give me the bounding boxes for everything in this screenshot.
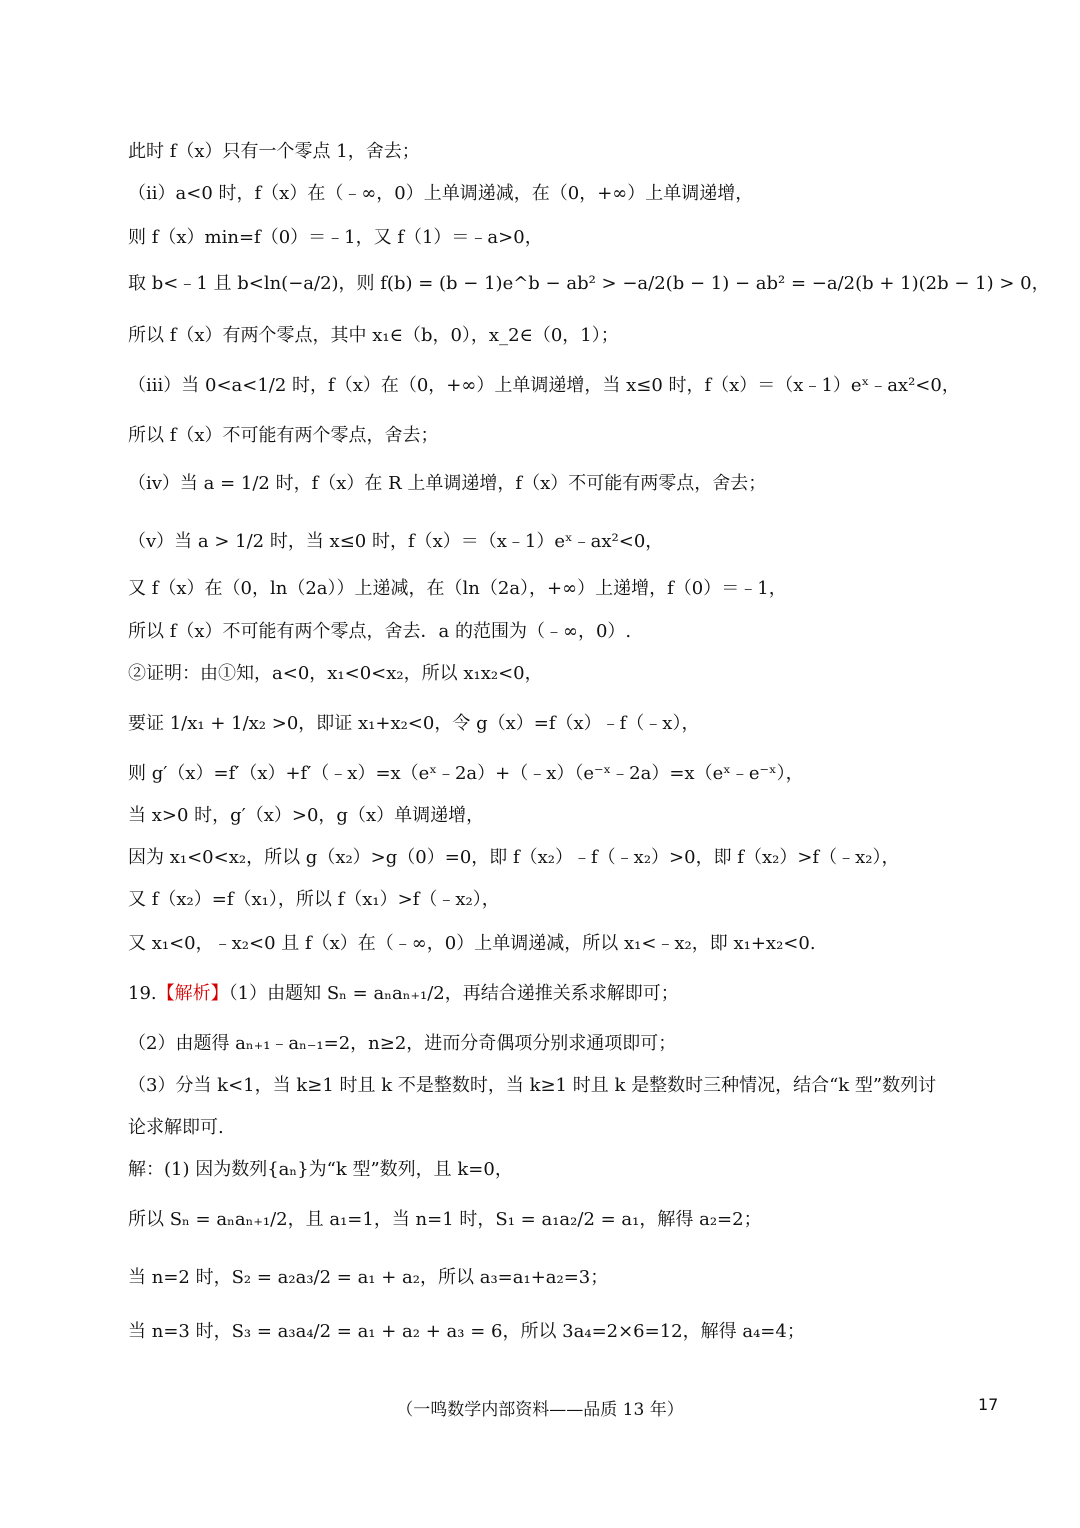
text-line: 当 n=2 时，S₂ = a₂a₃/2 = a₁ + a₂，所以 a₃=a₁+a₂=3；: [128, 1267, 609, 1288]
text-line: 要证 1/x₁ + 1/x₂ >0，即证 x₁+x₂<0，令 g（x）=f（x）﹣f（﹣x），: [128, 713, 700, 734]
text-line: 则 g′（x）=f′（x）+f′（﹣x）=x（eˣ﹣2a）+（﹣x）（e⁻ˣ﹣2a）=x（eˣ﹣e⁻ˣ），: [128, 763, 804, 784]
text-line: 取 b<﹣1 且 b<ln(−a/2)，则 f(b) = (b − 1)e^b − ab² > −a/2(b − 1) − ab² = −a/2(b + 1)(2b − 1) > 0，: [128, 273, 1050, 294]
text-line: 所以 f（x）不可能有两个零点，舍去；: [128, 425, 439, 446]
text-line: 又 x₁<0，﹣x₂<0 且 f（x）在（﹣∞，0）上单调递减，所以 x₁<﹣x₂，即 x₁+x₂<0.: [128, 933, 816, 954]
text-line: （2）由题得 aₙ₊₁﹣aₙ₋₁=2，n≥2，进而分奇偶项分别求通项即可；: [128, 1033, 677, 1054]
text-line: （1）由题知 Sₙ = aₙaₙ₊₁/2，再结合递推关系求解即可；: [228, 983, 679, 1004]
text-line: （ⅲ）当 0<a<1/2 时，f（x）在（0，+∞）上单调递增，当 x≤0 时，f（x）＝（x﹣1）eˣ﹣ax²<0，: [128, 375, 960, 396]
text-line: 又 f（x）在（0，ln（2a））上递减，在（ln（2a），+∞）上递增，f（0）＝﹣1，: [128, 578, 787, 599]
page-number: 17: [978, 1395, 999, 1414]
text-line: 此时 f（x）只有一个零点 1，舍去；: [128, 141, 420, 162]
page-footer: （一鸣数学内部资料——品质 13 年）: [396, 1400, 684, 1420]
text-line: 所以 f（x）不可能有两个零点，舍去．a 的范围为（﹣∞，0）.: [128, 621, 632, 642]
text-line: ②证明：由①知，a<0，x₁<0<x₂，所以 x₁x₂<0，: [128, 663, 543, 684]
text-line: 所以 f（x）有两个零点，其中 x₁∈（b，0），x_2∈（0，1）；: [128, 325, 619, 346]
text-line: 则 f（x）min=f（0）＝﹣1，又 f（1）＝﹣a>0，: [128, 227, 543, 248]
section-19-heading: [128, 982, 679, 1006]
text-line: 因为 x₁<0<x₂，所以 g（x₂）>g（0）=0，即 f（x₂）﹣f（﹣x₂）>0，即 f（x₂）>f（﹣x₂），: [128, 847, 900, 868]
text-line: （3）分当 k<1，当 k≥1 时且 k 不是整数时，当 k≥1 时且 k 是整数时三种情况，结合“k 型”数列讨: [128, 1075, 937, 1096]
text-line: （ⅴ）当 a > 1/2 时，当 x≤0 时，f（x）＝（x﹣1）eˣ﹣ax²<0，: [128, 531, 664, 552]
section-number: 19.: [128, 983, 157, 1004]
text-line: （ⅱ）a<0 时，f（x）在（﹣∞，0）上单调递减，在（0，+∞）上单调递增，: [128, 183, 754, 204]
text-line: 论求解即可.: [128, 1117, 224, 1138]
text-line: 解：(1) 因为数列{aₙ}为“k 型”数列，且 k=0，: [128, 1159, 513, 1180]
text-line: 当 x>0 时，g′（x）>0，g（x）单调递增，: [128, 805, 485, 826]
analysis-tag: 【解析】: [156, 983, 229, 1004]
text-line: 当 n=3 时，S₃ = a₃a₄/2 = a₁ + a₂ + a₃ = 6，所以 3a₄=2×6=12，解得 a₄=4；: [128, 1321, 805, 1342]
text-line: 所以 Sₙ = aₙaₙ₊₁/2，且 a₁=1，当 n=1 时，S₁ = a₁a₂/2 = a₁，解得 a₂=2；: [128, 1209, 762, 1230]
text-line: （ⅳ）当 a = 1/2 时，f（x）在 R 上单调递增，f（x）不可能有两零点，舍去；: [128, 473, 767, 494]
text-line: 又 f（x₂）=f（x₁），所以 f（x₁）>f（﹣x₂），: [128, 889, 500, 910]
